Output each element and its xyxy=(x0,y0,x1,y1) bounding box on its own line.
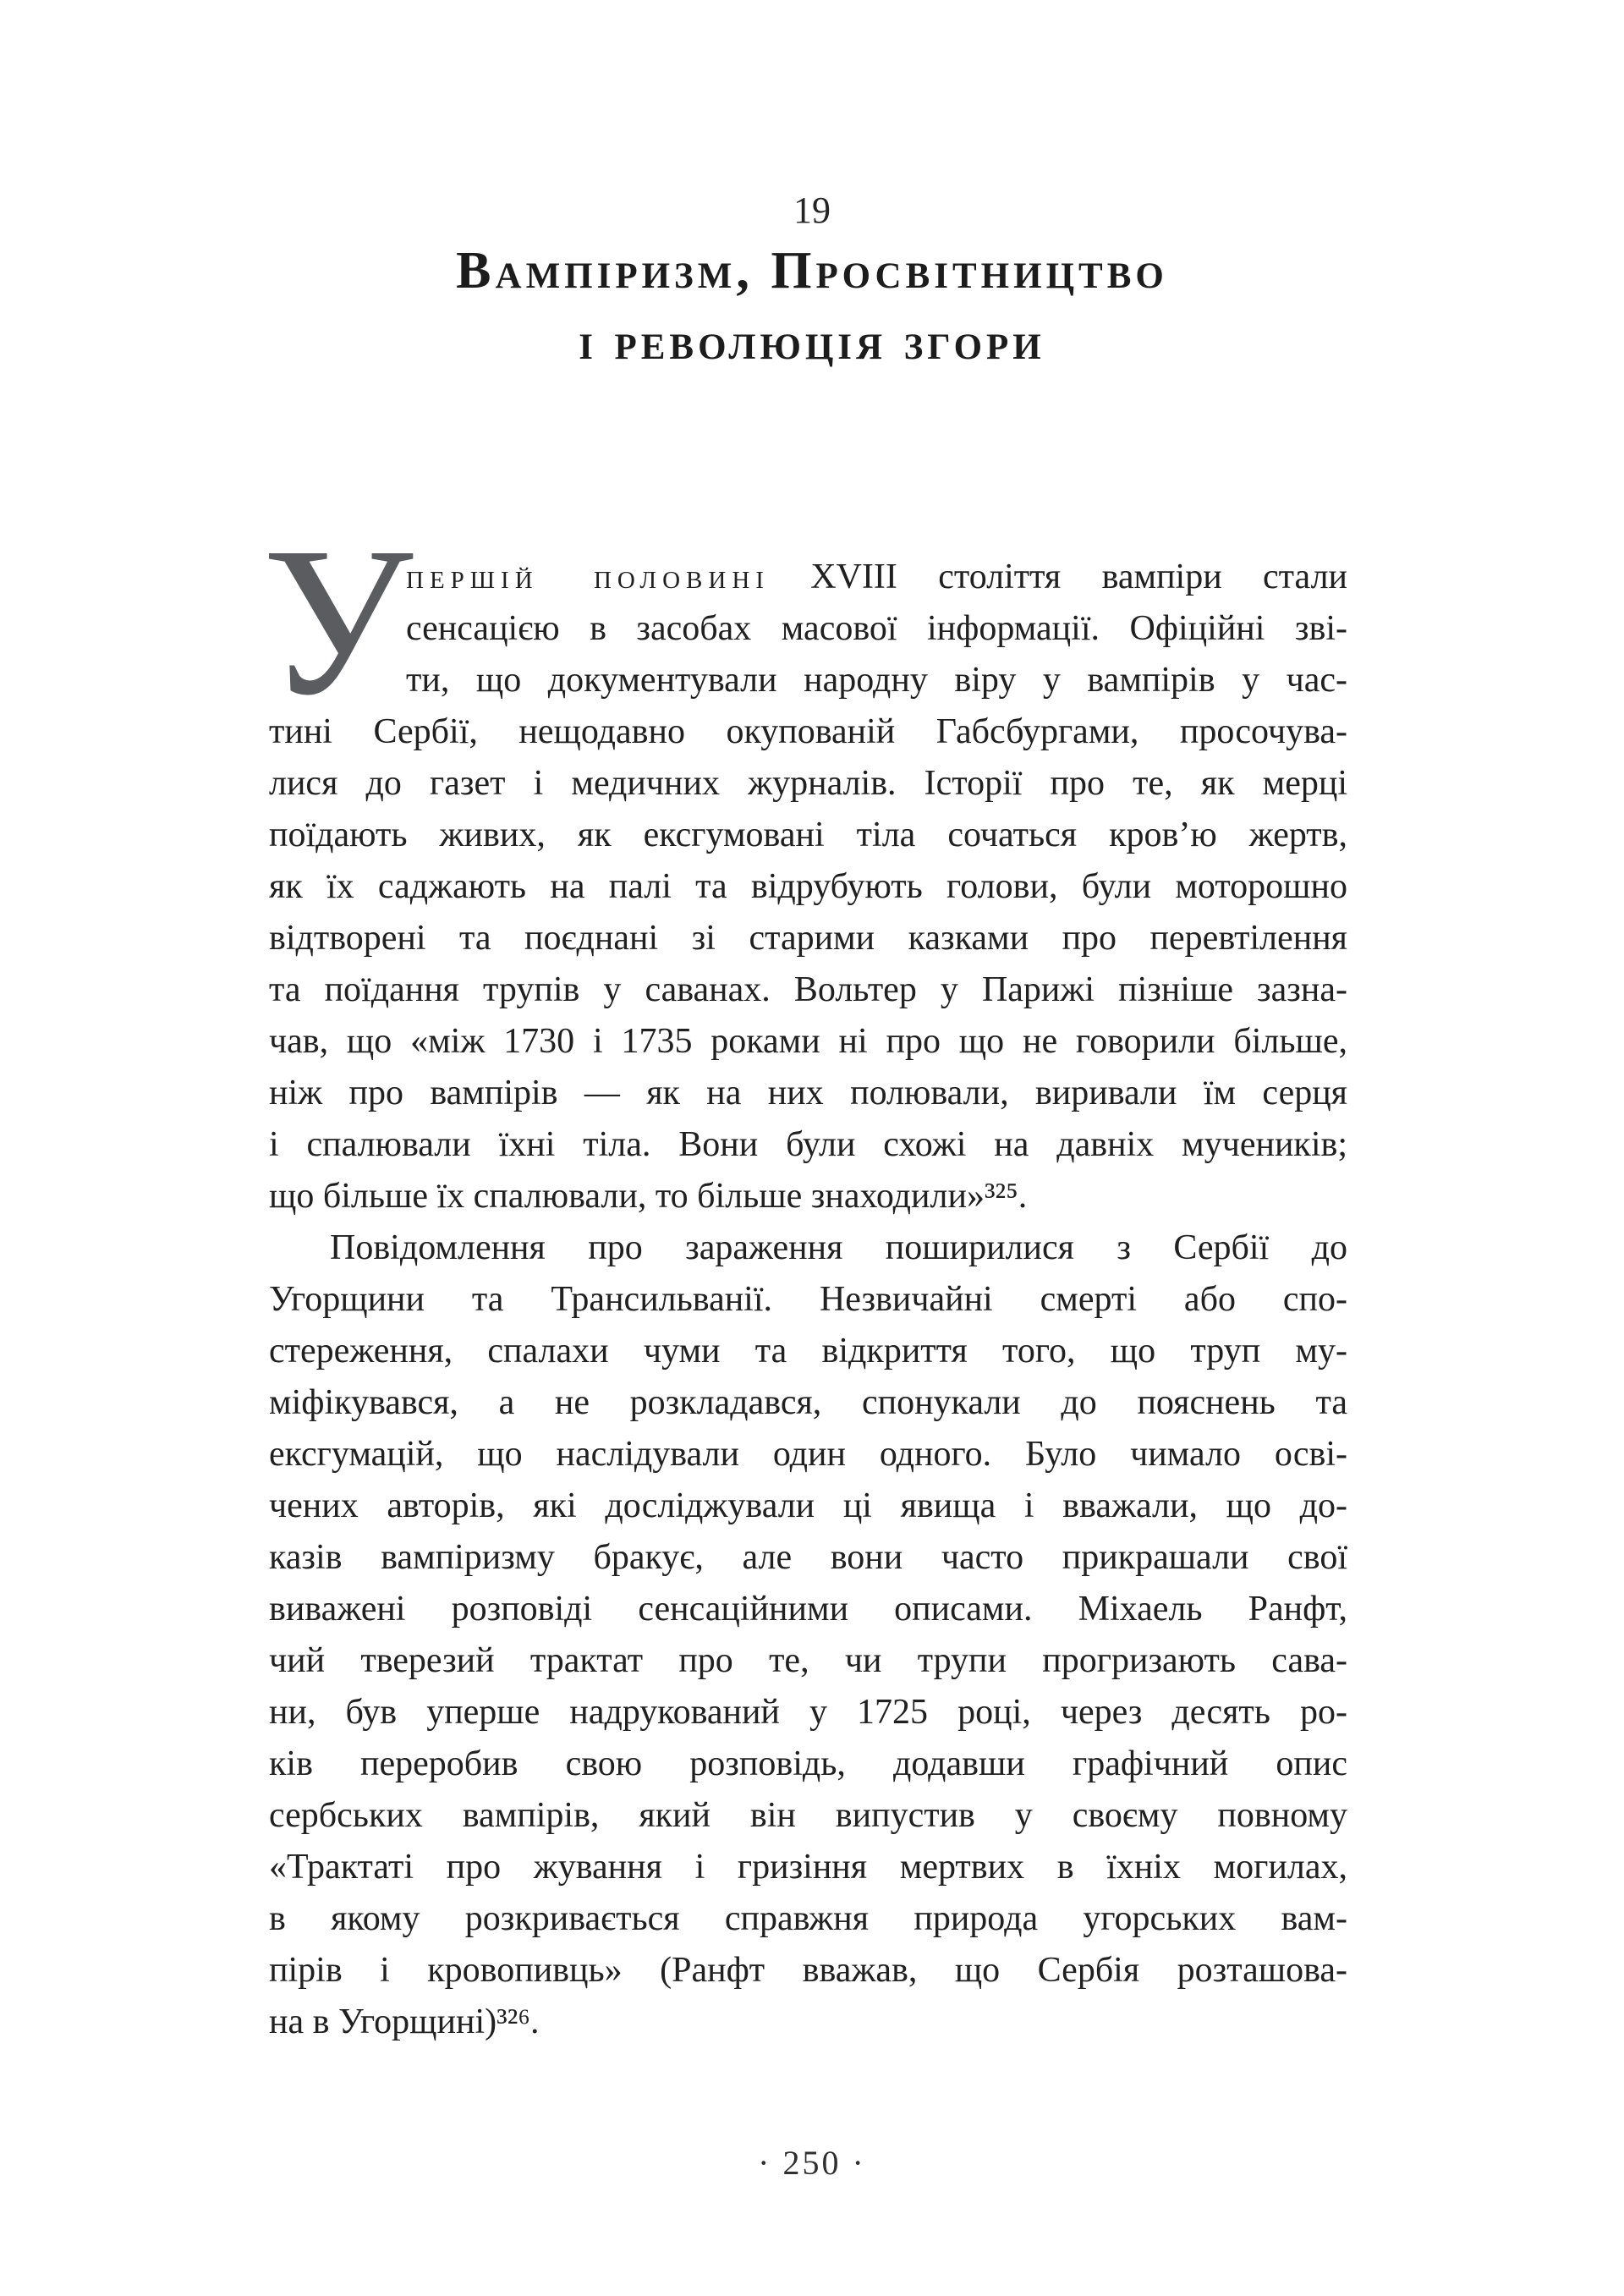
text-line: чий тверезий трактат про те, чи трупи прогризають сава- xyxy=(269,1641,1347,1680)
text-line: сербських вампірів, який він випустив у своєму повному xyxy=(269,1796,1347,1835)
text-line: тині Сербії, нещодавно окупованій Габсбургами, просочува- xyxy=(269,712,1347,751)
text-line: казів вампіризму бракує, але вони часто прикрашали свої xyxy=(269,1538,1347,1577)
text-line: лися до газет і медичних журналів. Історії про те, як мерці xyxy=(269,764,1347,803)
text-line: відтворені та поєднані зі старими казками про перевтілення xyxy=(269,919,1347,958)
text-line: і спалювали їхні тіла. Вони були схожі на давніх мучеників; xyxy=(269,1125,1347,1164)
text-line: виважені розповіді сенсаційними описами. Міхаель Ранфт, xyxy=(269,1590,1347,1629)
chapter-title-line1: Вампіризм, Просвітництво xyxy=(456,242,1168,299)
paragraph xyxy=(269,1222,1347,2048)
chapter-number: 19 xyxy=(793,190,831,231)
chapter-title-line2: і революція згори xyxy=(579,313,1045,371)
text-line: в якому розкривається справжня природа угорських вам- xyxy=(269,1899,1347,1938)
text-line: ни, був уперше надрукований у 1725 році, через десять ро- xyxy=(269,1693,1347,1732)
text-line: першій половині XVIII століття вампіри стали xyxy=(406,558,1347,596)
text-line: ніж про вампірів — як на них полювали, виривали їм серця xyxy=(269,1074,1347,1112)
chapter-title xyxy=(0,235,1624,377)
text-line: Угорщини та Трансильванії. Незвичайні смерті або спо- xyxy=(269,1280,1347,1319)
text-line: та поїдання трупів у саванах. Вольтер у Парижі пізніше зазна- xyxy=(269,970,1347,1009)
text-line: чав, що «між 1730 і 1735 роками ні про що не говорили більше, xyxy=(269,1022,1347,1061)
text-line: як їх саджають на палі та відрубують голови, були моторошно xyxy=(269,867,1347,906)
paragraph xyxy=(262,503,1347,1222)
text-line: сенсацією в засобах масової інформації. Офіційні зві- xyxy=(406,609,1347,648)
text-line: міфікувався, а не розкладався, спонукали до пояснень та xyxy=(269,1383,1347,1422)
text-line: поїдають живих, як ексгумовані тіла сочаться кров’ю жертв, xyxy=(269,816,1347,854)
page-number: · 250 · xyxy=(758,2144,866,2182)
text-line: ків переробив свою розповідь, додавши графічний опис xyxy=(269,1744,1347,1783)
text-line: стереження, спалахи чуми та відкриття того, що труп му- xyxy=(269,1332,1347,1370)
text-line: що більше їх спалювали, то більше знаходили»³²⁵. xyxy=(269,1177,1028,1216)
text-line: «Трактаті про жування і гризіння мертвих в їхніх могилах, xyxy=(269,1848,1347,1887)
dropcap-letter: У xyxy=(262,503,414,739)
text-line: на в Угорщині)³²⁶. xyxy=(269,2002,540,2041)
text-line: Повідомлення про зараження поширилися з Сербії до xyxy=(330,1228,1347,1267)
text-line: чених авторів, які досліджували ці явища і вважали, що до- xyxy=(269,1486,1347,1525)
text-line: ексгумацій, що наслідували один одного. Було чимало осві- xyxy=(269,1435,1347,1474)
lead-smallcaps: першій половині xyxy=(406,558,770,596)
text-line: пірів і кровопивць» (Ранфт вважав, що Сербія розташова- xyxy=(269,1951,1347,1990)
text-line: ти, що документували народну віру у вампірів у час- xyxy=(406,661,1347,700)
body-text xyxy=(262,503,1347,2048)
